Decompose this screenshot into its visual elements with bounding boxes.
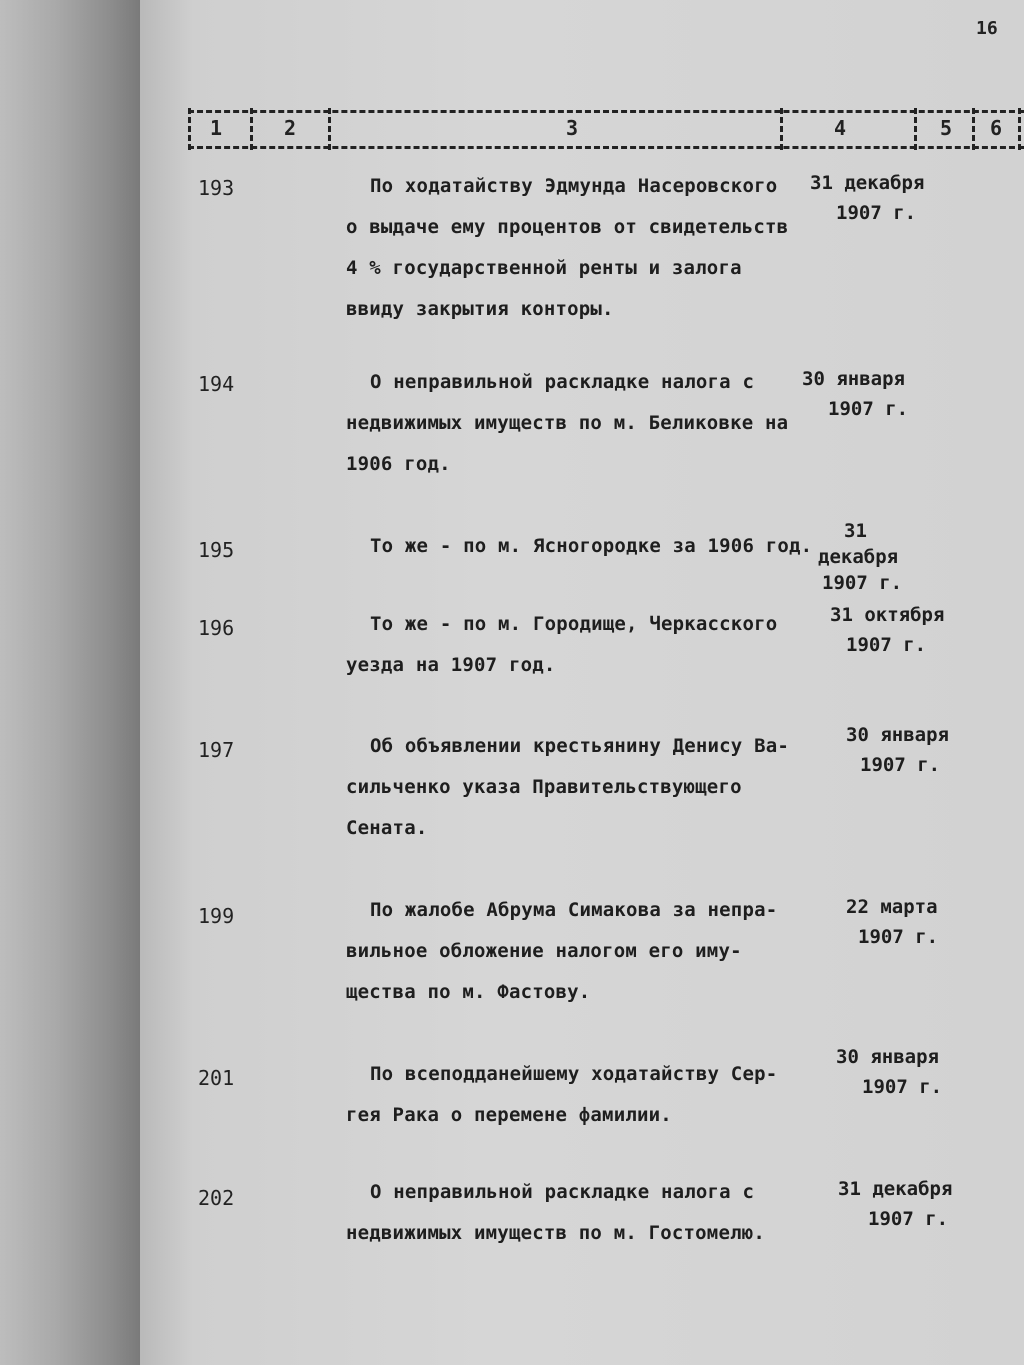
entry-date-line: 1907 г. (822, 572, 903, 594)
header-bottom-rule (188, 146, 1024, 149)
header-separator (1018, 108, 1021, 150)
entry-number: 201 (198, 1066, 235, 1090)
entry-date-line: 1907 г. (846, 634, 927, 656)
entry-text-line: уезда на 1907 год. (346, 654, 556, 676)
entry-text-line: вильное обложение налогом его иму- (346, 940, 742, 962)
entry-text-line: По ходатайству Эдмунда Насеровского (370, 175, 778, 197)
entry-date (846, 892, 1006, 952)
header-top-rule (188, 110, 1024, 113)
entry-number: 197 (198, 738, 235, 762)
header-separator (328, 108, 331, 150)
entry-date (810, 168, 970, 228)
column-header-5: 5 (940, 116, 953, 140)
entry-number: 202 (198, 1186, 235, 1210)
entry-text-line: ввиду закрытия конторы. (346, 298, 614, 320)
entry-date-line: 30 января (836, 1046, 939, 1068)
entry-date-line: 1907 г. (828, 398, 909, 420)
entry-text-line: гея Рака о перемене фамилии. (346, 1104, 672, 1126)
entry-date-line: 1907 г. (868, 1208, 949, 1230)
header-separator (250, 108, 253, 150)
entry-date (818, 518, 978, 596)
book-gutter (0, 0, 140, 1365)
entry-date-line: 22 марта (846, 896, 938, 918)
entry-date-line: 30 января (802, 368, 905, 390)
column-header-row (188, 106, 1024, 154)
entry-text-line: О неправильной раскладке налога с (370, 371, 755, 393)
column-header-2: 2 (284, 116, 297, 140)
entry-date-line: 1907 г. (858, 926, 939, 948)
entry-text-line: По жалобе Абрума Симакова за непра- (370, 899, 778, 921)
entry-date-line: 1907 г. (836, 202, 917, 224)
header-separator (972, 108, 975, 150)
entry-date-line: 31 октября (830, 604, 945, 626)
entry-text-line: недвижимых имуществ по м. Беликовке на (346, 412, 789, 434)
entry-date-line: 31 декабря (838, 1178, 953, 1200)
entry-description (346, 1172, 816, 1254)
entry-date (830, 600, 990, 660)
entry-number: 194 (198, 372, 235, 396)
entry-text-line: 1906 год. (346, 453, 451, 475)
entry-text-line: О неправильной раскладке налога с (370, 1181, 755, 1203)
entry-date-line: 30 января (846, 724, 949, 746)
entry-text-line: о выдаче ему процентов от свидетельств (346, 216, 789, 238)
entry-text-line: Сената. (346, 817, 428, 839)
entry-date (838, 1174, 998, 1234)
entry-date (846, 720, 1006, 780)
page-number: 16 (976, 18, 998, 39)
header-separator (914, 108, 917, 150)
entry-text-line: То же - по м. Ясногородке за 1906 год. (370, 535, 813, 557)
entry-date-line: 1907 г. (862, 1076, 943, 1098)
entry-number: 193 (198, 176, 235, 200)
entry-date-line: декабря (818, 546, 899, 568)
entry-number: 195 (198, 538, 235, 562)
entry-text-line: щества по м. Фастову. (346, 981, 591, 1003)
entry-description (346, 604, 816, 686)
entry-description (346, 362, 816, 485)
entry-date (802, 364, 962, 424)
entry-date-line: 31 декабря (810, 172, 925, 194)
entry-date-line: 1907 г. (860, 754, 941, 776)
entry-description (346, 890, 816, 1013)
entry-number: 199 (198, 904, 235, 928)
entry-date (836, 1042, 996, 1102)
entry-description (346, 526, 816, 567)
header-separator (780, 108, 783, 150)
entry-text-line: недвижимых имуществ по м. Гостомелю. (346, 1222, 766, 1244)
column-header-4: 4 (834, 116, 847, 140)
entry-text-line: Об объявлении крестьянину Денису Ва- (370, 735, 790, 757)
entry-description (346, 166, 816, 330)
column-header-3: 3 (566, 116, 579, 140)
entry-date-line: 31 (844, 520, 867, 542)
entry-text-line: сильченко указа Правительствующего (346, 776, 742, 798)
header-separator (188, 108, 191, 150)
entry-number: 196 (198, 616, 235, 640)
entry-text-line: По всеподданейшему ходатайству Сер- (370, 1063, 778, 1085)
entry-description (346, 726, 816, 849)
entry-text-line: 4 % государственной ренты и залога (346, 257, 742, 279)
column-header-6: 6 (990, 116, 1003, 140)
column-header-1: 1 (210, 116, 223, 140)
entry-text-line: То же - по м. Городище, Черкасского (370, 613, 778, 635)
entry-description (346, 1054, 816, 1136)
